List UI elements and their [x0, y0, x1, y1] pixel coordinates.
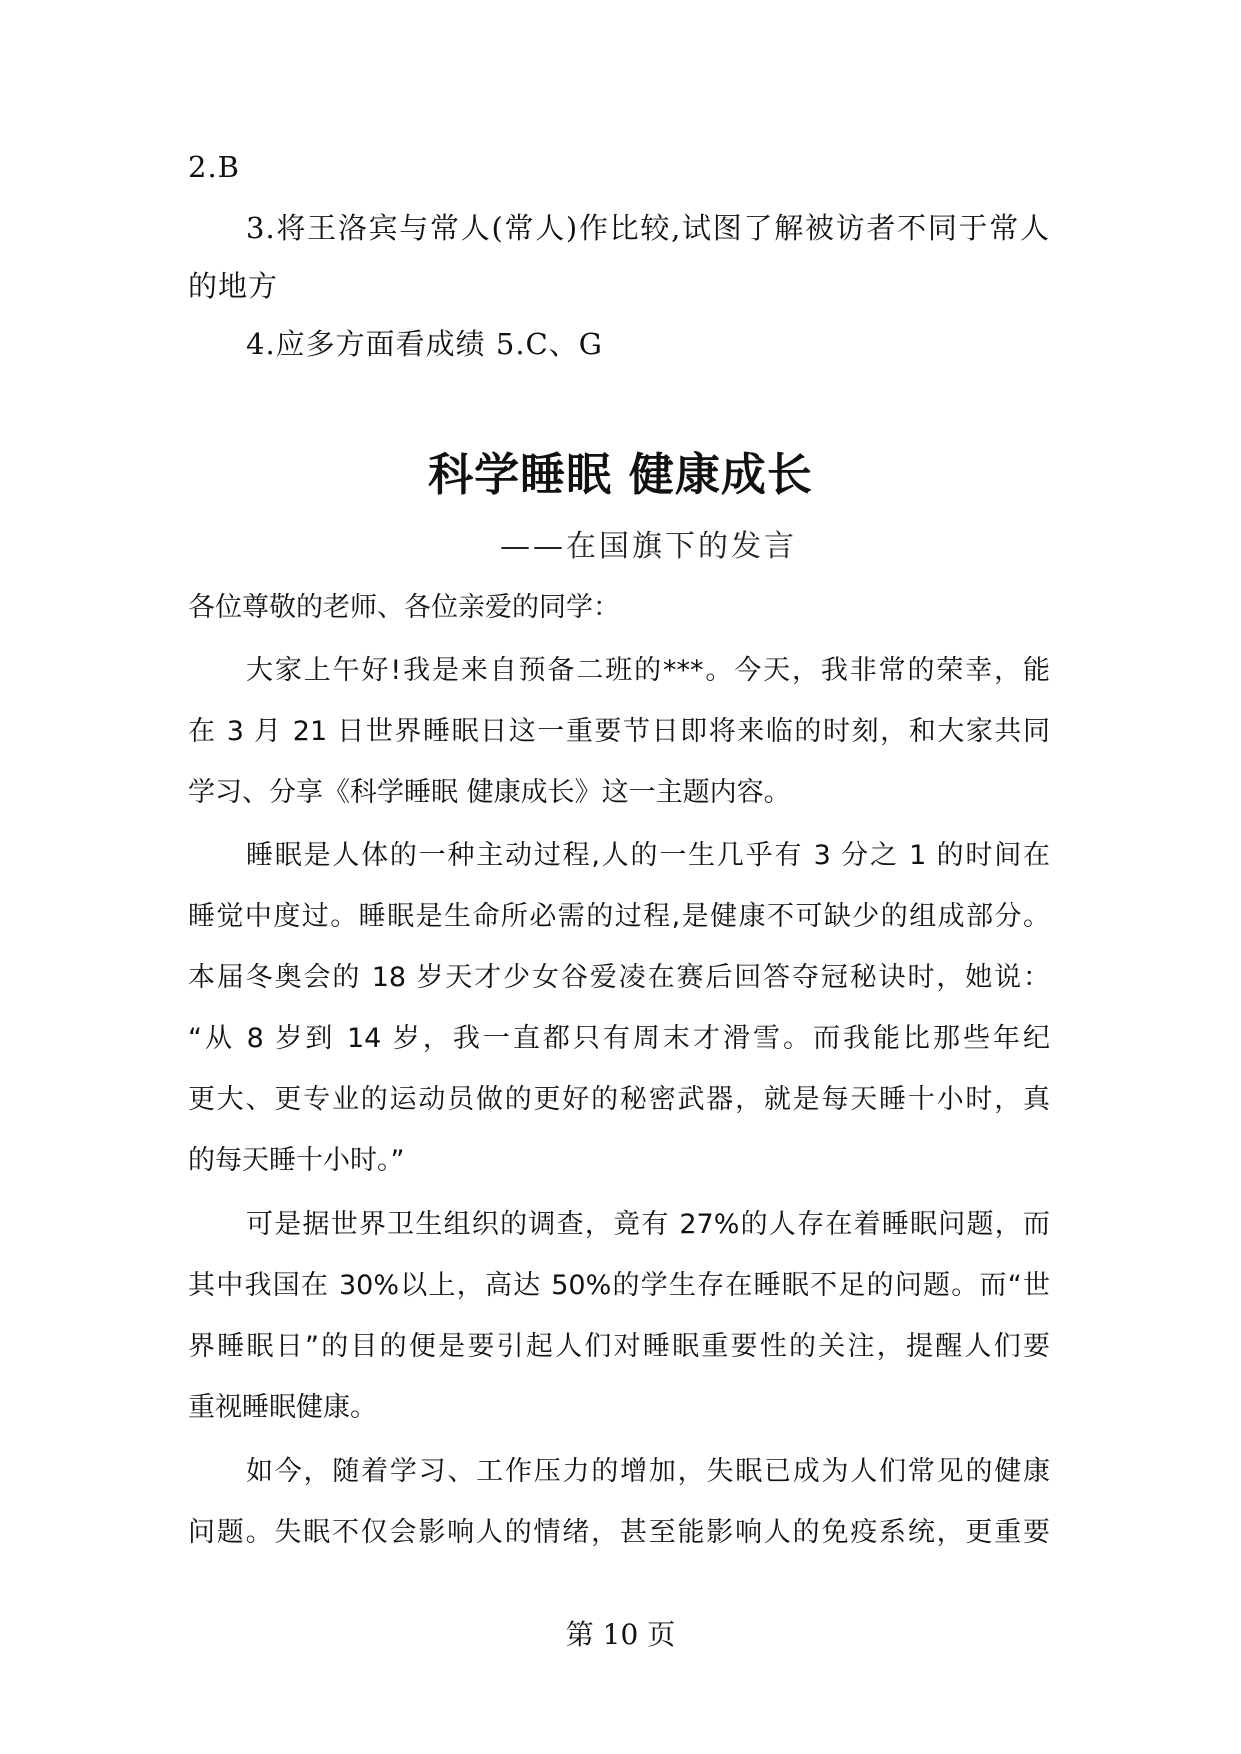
article-title: 科学睡眠 健康成长 [428, 448, 813, 501]
paragraph-line: 可是据世界卫生组织的调查，竟有 27%的人存在着睡眠问题，而 [246, 1209, 1050, 1240]
paragraph-line: 问题。失眠不仅会影响人的情绪，甚至能影响人的免疫系统，更重要 [188, 1517, 1050, 1548]
paragraph-line: 的每天睡十小时。” [188, 1145, 405, 1176]
paragraph-line: 学习、分享《科学睡眠 健康成长》这一主题内容。 [188, 777, 791, 808]
article-subtitle: ——在国旗下的发言 [500, 529, 797, 564]
paragraph-line: 大家上午好!我是来自预备二班的***。今天，我非常的荣幸，能 [246, 655, 1050, 686]
paragraph-line: 如今，随着学习、工作压力的增加，失眠已成为人们常见的健康 [246, 1456, 1050, 1487]
answer-3-line-2: 的地方 [188, 269, 279, 303]
paragraph-line: 本届冬奥会的 18 岁天才少女谷爱凌在赛后回答夺冠秘诀时，她说： [188, 962, 1050, 993]
answer-2: 2.B [188, 150, 240, 184]
paragraph-line: 重视睡眠健康。 [188, 1392, 377, 1423]
answer-4: 4.应多方面看成绩 5.C、G [246, 327, 603, 361]
paragraph-line: 更大、更专业的运动员做的更好的秘密武器，就是每天睡十小时，真 [188, 1084, 1050, 1115]
paragraph-line: 睡眠是人体的一种主动过程,人的一生几乎有 3 分之 1 的时间在 [246, 840, 1050, 871]
paragraph-line: 在 3 月 21 日世界睡眠日这一重要节日即将来临的时刻，和大家共同 [188, 716, 1050, 747]
paragraph-line: 其中我国在 30%以上，高达 50%的学生存在睡眠不足的问题。而“世 [188, 1270, 1050, 1301]
salutation: 各位尊敬的老师、各位亲爱的同学： [188, 592, 620, 623]
paragraph-line: 界睡眠日”的目的便是要引起人们对睡眠重要性的关注，提醒人们要 [188, 1331, 1050, 1362]
answer-3-line-1: 3.将王洛宾与常人(常人)作比较,试图了解被访者不同于常人 [246, 211, 1050, 245]
paragraph-line: 睡觉中度过。睡眠是生命所必需的过程,是健康不可缺少的组成部分。 [188, 901, 1050, 932]
paragraph-line: “从 8 岁到 14 岁，我一直都只有周末才滑雪。而我能比那些年纪 [188, 1023, 1050, 1054]
page-number: 第 10 页 [565, 1618, 676, 1651]
